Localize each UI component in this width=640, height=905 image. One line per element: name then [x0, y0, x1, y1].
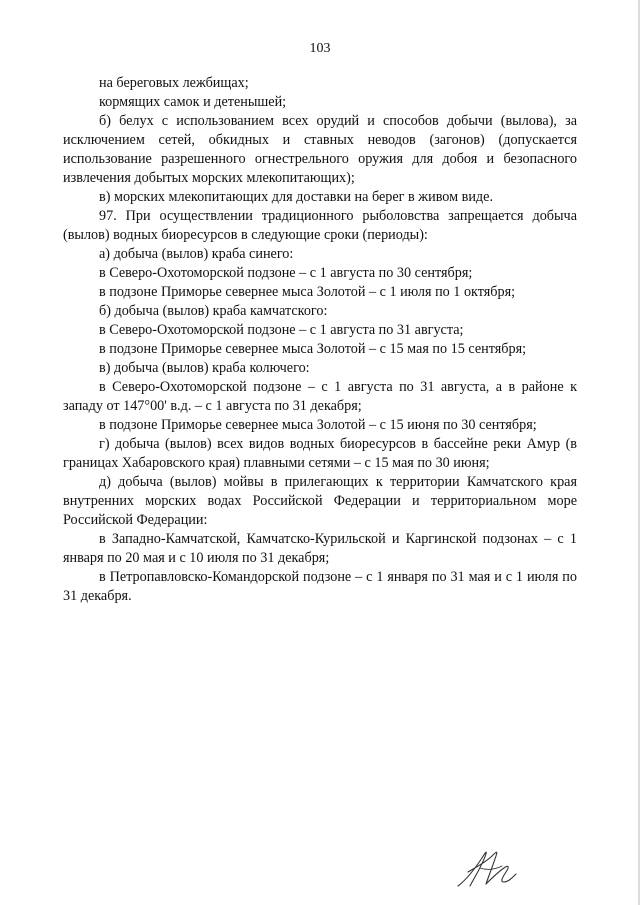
paragraph: в) добыча (вылов) краба колючего: [99, 360, 310, 376]
paragraph: в Петропавловско-Командорской подзоне – с 1 января по 31 мая и с 1 июля по 31 декабря. [63, 569, 577, 604]
paragraph: в подзоне Приморье севернее мыса Золотой – с 1 июля по 1 октября; [99, 284, 516, 300]
paragraph: б) белух с использованием всех орудий и способов добычи (вылова), за исключением сетей, обкидных и ставных неводов (загонов) (допускается использование разрешенного огнестрельного оружия для добоя и безопасного извлечения добытых морских млекопитающих); [63, 113, 577, 186]
paragraph: в Северо-Охотоморской подзоне – с 1 августа по 31 августа; [99, 322, 464, 338]
signature-icon [452, 842, 522, 892]
handwritten-signature [452, 842, 522, 892]
paragraph: б) добыча (вылов) краба камчатского: [99, 303, 328, 319]
paragraph: на береговых лежбищах; [99, 75, 249, 91]
paragraph: в Северо-Охотоморской подзоне – с 1 августа по 30 сентября; [99, 265, 473, 281]
paragraph: в подзоне Приморье севернее мыса Золотой – с 15 июня по 30 сентября; [99, 417, 537, 433]
document-body [63, 74, 577, 606]
paragraph: в подзоне Приморье севернее мыса Золотой – с 15 мая по 15 сентября; [99, 341, 527, 357]
paragraph: 97. При осуществлении традиционного рыболовства запрещается добыча (вылов) водных биоресурсов в следующие сроки (периоды): [63, 208, 577, 243]
paragraph: кормящих самок и детенышей; [99, 94, 287, 110]
paragraph: в) морских млекопитающих для доставки на берег в живом виде. [99, 189, 493, 205]
paragraph: в Западно-Камчатской, Камчатско-Курильской и Каргинской подзонах – с 1 января по 20 мая и с 10 июля по 31 декабря; [63, 531, 577, 566]
page-number: 103 [309, 41, 331, 56]
paragraph: а) добыча (вылов) краба синего: [99, 246, 294, 262]
paragraph: в Северо-Охотоморской подзоне – с 1 августа по 31 августа, а в районе к западу от 147°00' в.д. – с 1 августа по 31 декабря; [63, 379, 577, 414]
paragraph: д) добыча (вылов) мойвы в прилегающих к территории Камчатского края внутренних морских водах Российской Федерации и территориальном море Российской Федерации: [63, 474, 577, 528]
paragraph: г) добыча (вылов) всех видов водных биоресурсов в бассейне реки Амур (в границах Хабаровского края) плавными сетями – с 15 мая по 30 июня; [63, 436, 577, 471]
